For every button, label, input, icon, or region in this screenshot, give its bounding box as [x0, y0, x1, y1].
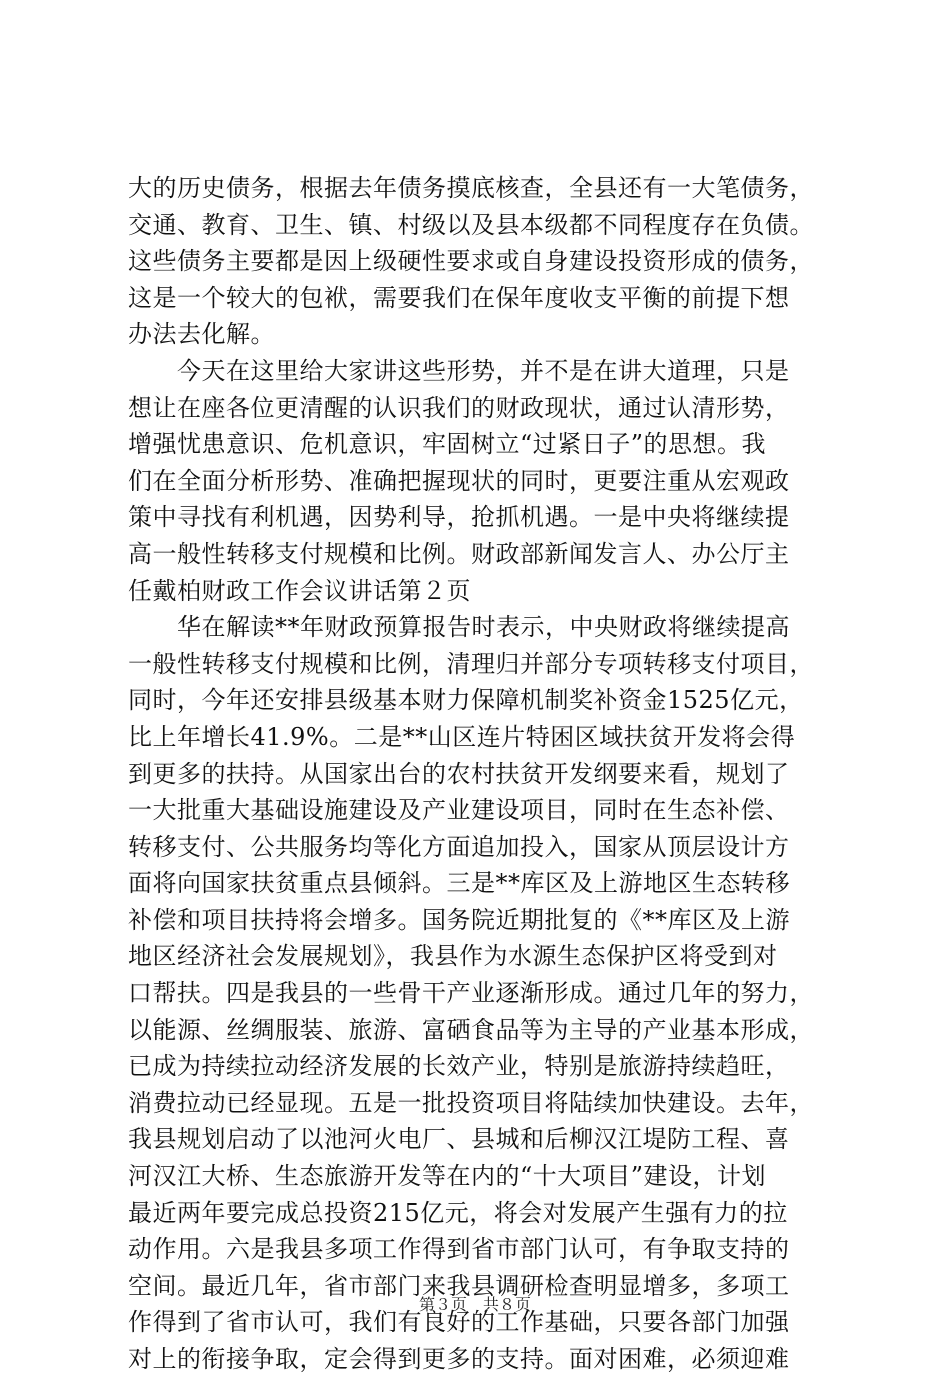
text-line: 大的历史债务，根据去年债务摸底核查，全县还有一大笔债务，	[128, 174, 814, 202]
text-line: 面将向国家扶贫重点县倾斜。三是**库区及上游地区生态转移	[128, 869, 790, 898]
text-line: 地区经济社会发展规划》，我县作为水源生态保护区将受到对	[128, 942, 778, 971]
text-line: 口帮扶。四是我县的一些骨干产业逐渐形成。通过几年的努力，	[128, 979, 814, 1008]
text-line: 消费拉动已经显现。五是一批投资项目将陆续加快建设。去年，	[128, 1088, 814, 1117]
text-line: 办法去化解。	[128, 320, 275, 349]
page-footer	[0, 1294, 950, 1316]
text-line: 到更多的扶持。从国家出台的农村扶贫开发纲要来看，规划了	[128, 759, 790, 788]
text-line: 同时，今年还安排县级基本财力保障机制奖补资金1525亿元，	[128, 686, 804, 715]
text-line: 空间。最近几年，省市部门来我县调研检查明显增多，多项工	[128, 1271, 790, 1300]
text-line: 华在解读**年财政预算报告时表示，中央财政将继续提高	[128, 613, 790, 642]
text-line: 今天在这里给大家讲这些形势，并不是在讲大道理，只是	[128, 356, 790, 385]
text-line: 补偿和项目扶持将会增多。国务院近期批复的《**库区及上游	[128, 905, 790, 934]
text-line: 想让在座各位更清醒的认识我们的财政现状，通过认清形势，	[128, 393, 790, 422]
text-line: 高一般性转移支付规模和比例。财政部新闻发言人、办公厅主	[128, 539, 790, 568]
text-line: 作得到了省市认可，我们有良好的工作基础，只要各部门加强	[128, 1308, 790, 1337]
text-line: 们在全面分析形势、准确把握现状的同时，更要注重从宏观政	[128, 466, 790, 495]
text-line: 交通、教育、卫生、镇、村级以及县本级都不同程度存在负债。	[128, 210, 814, 239]
text-line: 一般性转移支付规模和比例，清理归并部分专项转移支付项目，	[128, 649, 814, 678]
text-line: 比上年增长41.9%。二是**山区连片特困区域扶贫开发将会得	[128, 722, 796, 751]
text-line: 一大批重大基础设施建设及产业建设项目，同时在生态补偿、	[128, 796, 790, 825]
text-line: 已成为持续拉动经济发展的长效产业，特别是旅游持续趋旺，	[128, 1052, 790, 1081]
text-line: 增强忧患意识、危机意识，牢固树立“过紧日子”的思想。我	[128, 430, 767, 459]
text-line: 以能源、丝绸服装、旅游、富硒食品等为主导的产业基本形成，	[128, 1015, 814, 1044]
text-line: 这是一个较大的包袱，需要我们在保年度收支平衡的前提下想	[128, 283, 790, 312]
text-line: 河汉江大桥、生态旅游开发等在内的“十大项目”建设，计划	[128, 1162, 767, 1191]
body-text	[128, 170, 828, 1378]
text-line: 转移支付、公共服务均等化方面追加投入，国家从顶层设计方	[128, 832, 790, 861]
text-line: 策中寻找有利机遇，因势利导，抢抓机遇。一是中央将继续提	[128, 503, 790, 532]
text-line: 最近两年要完成总投资215亿元，将会对发展产生强有力的拉	[128, 1198, 788, 1227]
text-line: 这些债务主要都是因上级硬性要求或自身建设投资形成的债务，	[128, 247, 814, 276]
text-line: 动作用。六是我县多项工作得到省市部门认可，有争取支持的	[128, 1235, 790, 1264]
page-number-label: 第３页 共８页	[418, 1295, 531, 1314]
text-line: 对上的衔接争取，定会得到更多的支持。面对困难，必须迎难	[128, 1345, 790, 1373]
text-line: 任戴柏财政工作会议讲话第２页	[128, 576, 471, 605]
text-line: 我县规划启动了以池河火电厂、县城和后柳汉江堤防工程、喜	[128, 1125, 790, 1154]
